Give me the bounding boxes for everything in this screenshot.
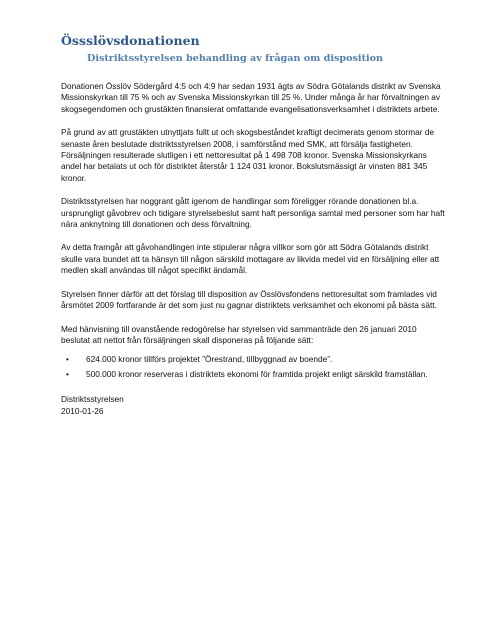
- document-body: [61, 81, 446, 417]
- signature-date: 2010-01-26: [61, 405, 104, 416]
- paragraph-conditions: Av detta framgår att gåvohandlingen inte stipulerar några villkor som gör att Södra Götalands distrikt skulle vara bundet att ta hänsyn till någon särskild mottagare av likvida medel vid en försäljning eller att medlen skall användas till något specifikt ändamål.: [61, 242, 440, 276]
- signature-block: [61, 394, 446, 417]
- paragraph-sale-result: Försäljningen resulterade slutligen i ett nettoresultat på 1 498 708 kronor. Svenska Missionskyrkans andel har betalats ut och för distriktet återstår 1 124 031 kronor. Bokslutsmässigt är vinsten 881 345 kronor.: [61, 150, 428, 183]
- signature-name: Distriktsstyrelsen: [61, 394, 124, 405]
- paragraph-sale-decision: På grund av att grustäkten utnyttjats fullt ut och skogsbeståndet kraftigt decimerats genom stormar de senaste åren beslutade distriktsstyrelsen 2008, i samförstånd med SMK, att försälja fastigheten.: [61, 127, 435, 149]
- list-item-text: 624.000 kronor tillförs projektet ”Örestrand, tillbyggnad av boende”.: [86, 354, 333, 365]
- disposition-list: [61, 352, 446, 382]
- list-item: [61, 352, 446, 367]
- bullet-icon: •: [66, 370, 69, 380]
- paragraph-review: Distriktsstyrelsen har noggrant gått igenom de handlingar som föreligger rörande donationen bl.a. ursprungligt gåvobrev och tidigare styrelsebeslut samt haft personliga samtal med personer som har haft nära anknytning till donationen och dess förvaltning.: [61, 196, 445, 230]
- bullet-icon: •: [66, 355, 69, 365]
- document-title: Össslövsdonationen: [61, 33, 200, 48]
- paragraph-history: Donationen Össlöv Södergård 4:5 och 4:9 har sedan 1931 ägts av Södra Götalands distrikt av Svenska Missionskyrkan till 75 % och av Svenska Missionskyrkan till 25 %. Under många år har förvaltningen av skogsegendomen och grustäkten finansierat omfattande evangelisationsverksamhet i distriktets arbete.: [61, 81, 441, 114]
- paragraph-resolution: Med hänvisning till ovanstående redogörelse har styrelsen vid sammanträde den 26 januari 2010 beslutat att nettot från försäljningen skall disponeras på följande sätt:: [61, 323, 417, 345]
- document-subtitle: Distriktsstyrelsen behandling av frågan om disposition: [87, 53, 384, 64]
- list-item-text: 500.000 kronor reserveras i distriktets ekonomi för framtida projekt enligt särskild framställan.: [86, 369, 428, 380]
- paragraph-proposal: Styrelsen finner därför att det förslag till disposition av Össlövsfondens nettoresultat som framlades vid årsmötet 2009 fortfarande är det som just nu gagnar distriktets verksamhet och ekonomi på bästa sätt.: [61, 288, 437, 311]
- list-item: [61, 367, 446, 382]
